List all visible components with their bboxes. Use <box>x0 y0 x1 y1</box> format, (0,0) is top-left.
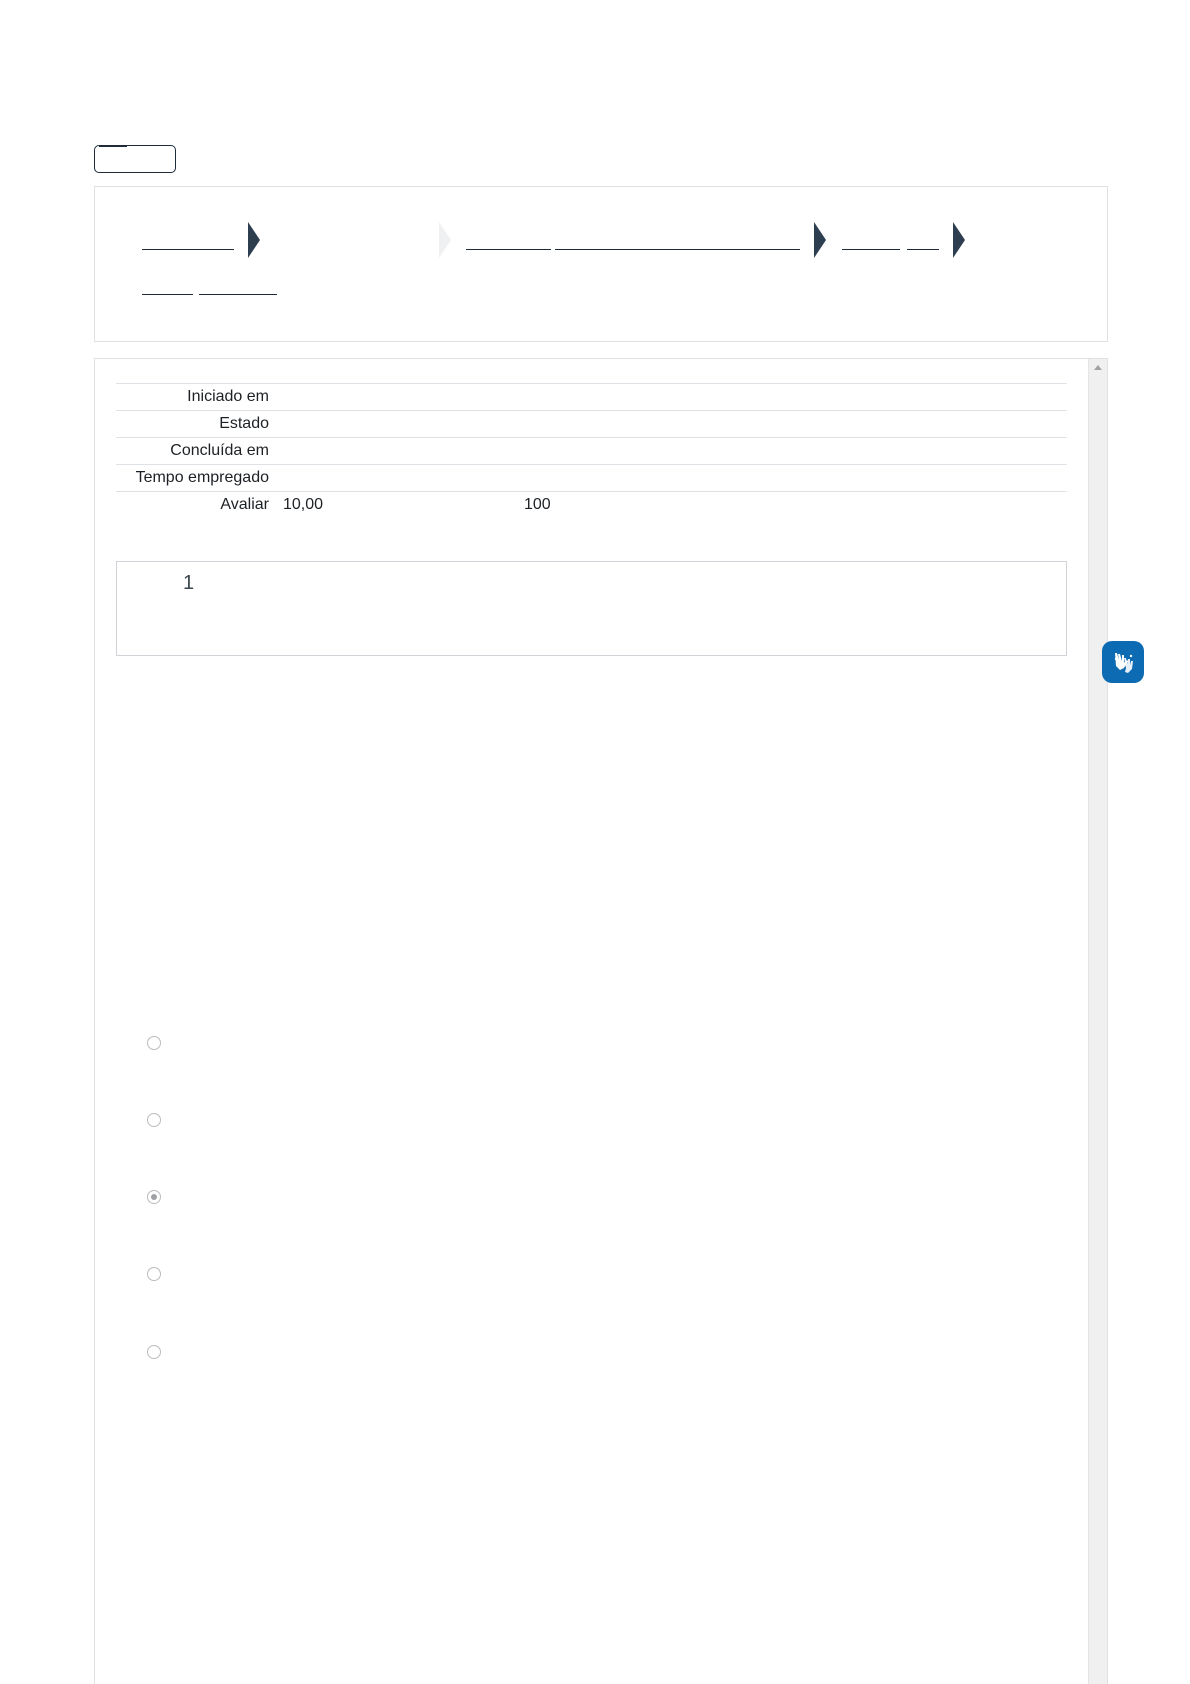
breadcrumb-link-2[interactable] <box>466 249 551 250</box>
summary-label: Tempo empregado <box>116 465 283 492</box>
summary-value <box>283 411 1067 438</box>
answer-option-radio[interactable] <box>147 1345 161 1359</box>
grade-value: 10,00 <box>283 496 324 513</box>
grade-max: 100 <box>524 496 551 513</box>
summary-label: Avaliar <box>116 492 283 519</box>
summary-value <box>283 465 1067 492</box>
breadcrumb-link-1[interactable] <box>142 249 234 250</box>
summary-row-time-taken <box>116 465 1067 492</box>
breadcrumb-link-7[interactable] <box>199 294 277 295</box>
top-button-bar <box>99 145 127 147</box>
question-info-box <box>116 561 1067 656</box>
summary-row-completed <box>116 438 1067 465</box>
summary-value <box>283 492 1067 519</box>
attempt-summary-table <box>116 383 1067 518</box>
scroll-up-icon[interactable] <box>1094 365 1102 370</box>
breadcrumb-link-5[interactable] <box>907 249 939 250</box>
breadcrumb-panel <box>94 186 1108 342</box>
summary-label: Concluída em <box>116 438 283 465</box>
answer-option-radio[interactable] <box>147 1113 161 1127</box>
question-number: 1 <box>183 572 195 594</box>
breadcrumb-link-4[interactable] <box>842 249 900 250</box>
breadcrumb-separator-icon <box>248 222 260 258</box>
top-button[interactable] <box>94 145 176 173</box>
scrollbar[interactable] <box>1088 359 1107 1684</box>
breadcrumb-separator-icon <box>439 222 451 258</box>
summary-row-state <box>116 411 1067 438</box>
answer-option-radio[interactable] <box>147 1036 161 1050</box>
summary-value <box>283 384 1067 411</box>
breadcrumb-link-6[interactable] <box>142 294 193 295</box>
summary-row-grade <box>116 492 1067 519</box>
answer-option-radio[interactable] <box>147 1267 161 1281</box>
breadcrumb-link-3[interactable] <box>555 249 800 250</box>
summary-label: Iniciado em <box>116 384 283 411</box>
summary-label: Estado <box>116 411 283 438</box>
summary-row-started <box>116 384 1067 411</box>
vlibras-accessibility-button[interactable] <box>1102 641 1144 683</box>
summary-value <box>283 438 1067 465</box>
vlibras-hands-icon <box>1110 649 1136 675</box>
answer-option-radio[interactable] <box>147 1190 161 1204</box>
breadcrumb-separator-icon <box>953 222 965 258</box>
content-panel <box>94 358 1108 1684</box>
breadcrumb-separator-icon <box>814 222 826 258</box>
